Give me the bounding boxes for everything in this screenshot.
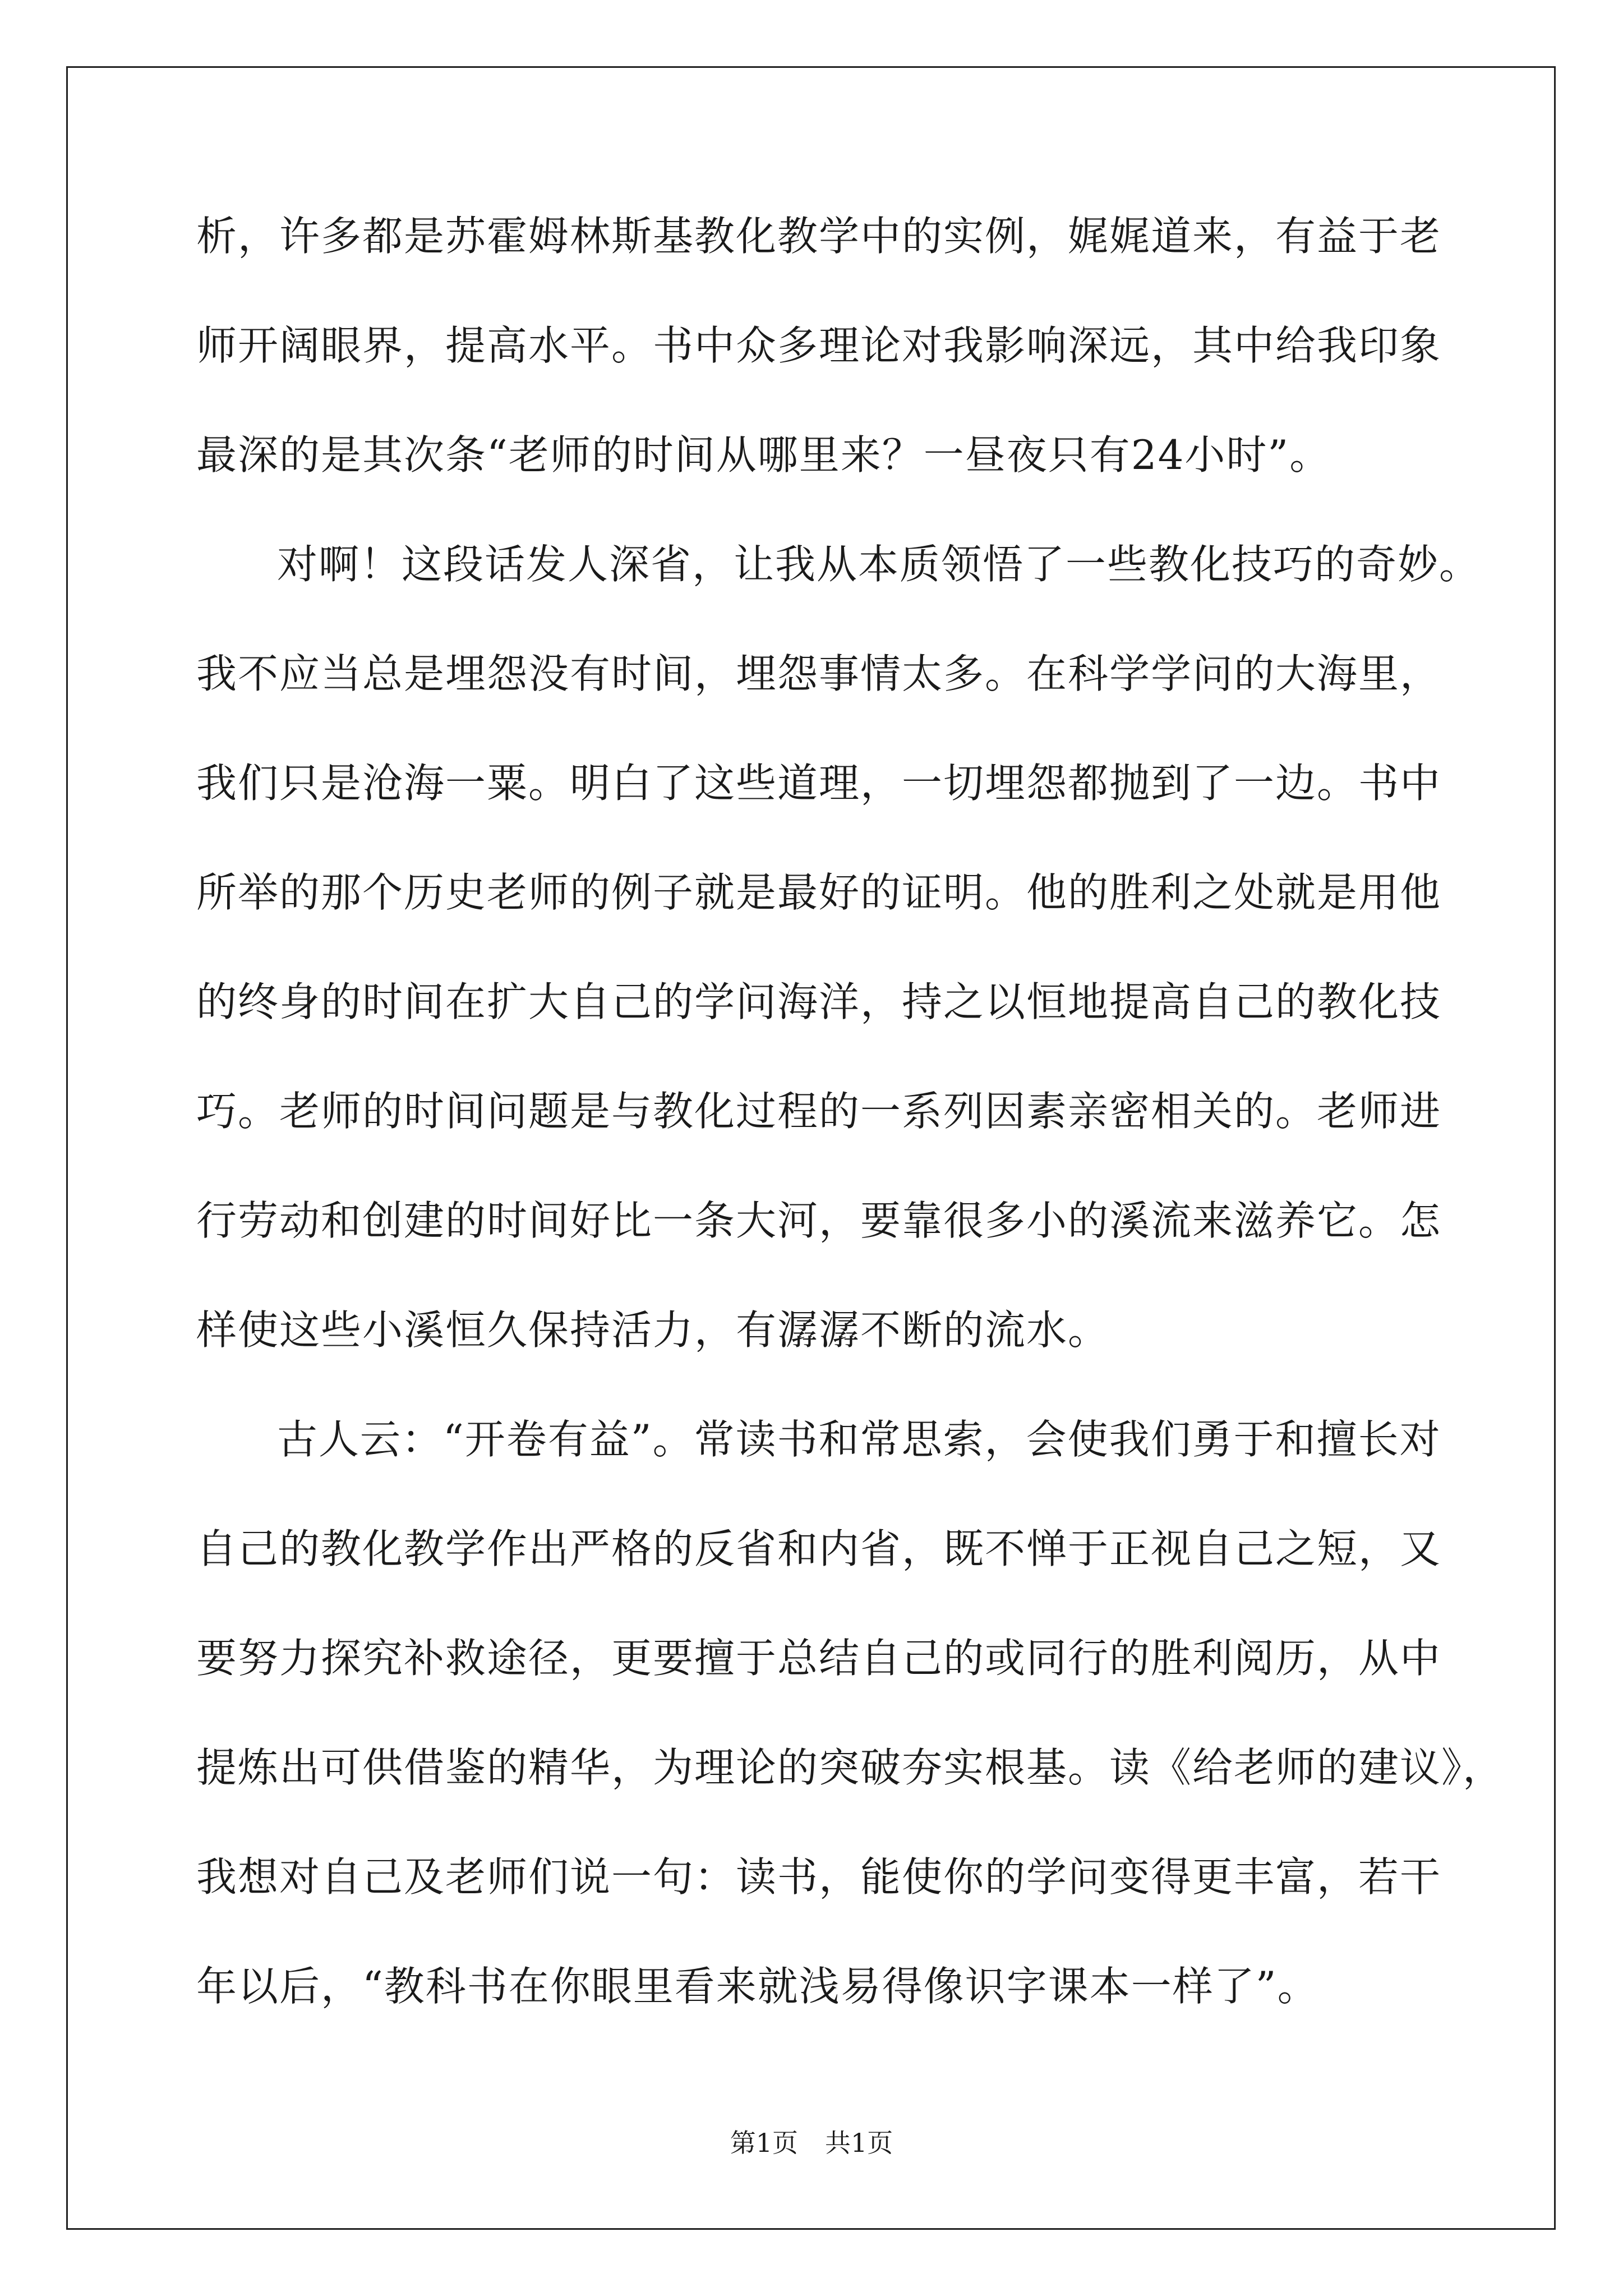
text-line: 年以后，“教科书在你眼里看来就浅易得像识字课本一样了”。 — [196, 1963, 1319, 2010]
text-line: 我不应当总是埋怨没有时间，埋怨事情太多。在科学学问的大海里， — [196, 650, 1442, 697]
text-line: 的终身的时间在扩大自己的学问海洋，持之以恒地提高自己的教化技 — [196, 978, 1442, 1025]
paragraph-start-line: 古人云：“开卷有益”。常读书和常思索，会使我们勇于和擅长对 — [277, 1416, 1441, 1463]
document-body — [196, 213, 1505, 2076]
text-line: 提炼出可供借鉴的精华，为理论的突破夯实根基。读《给老师的建议》， — [196, 1744, 1505, 1791]
text-line: 我们只是沧海一粟。明白了这些道理，一切埋怨都抛到了一边。书中 — [196, 760, 1442, 807]
text-line: 最深的是其次条“老师的时间从哪里来？一昼夜只有24小时”。 — [196, 431, 1331, 478]
text-line: 行劳动和创建的时间好比一条大河，要靠很多小的溪流来滋养它。怎 — [196, 1197, 1442, 1244]
paragraph-start-line: 对啊！这段话发人深省，让我从本质领悟了一些教化技巧的奇妙。 — [277, 541, 1481, 588]
text-line: 师开阔眼界，提高水平。书中众多理论对我影响深远，其中给我印象 — [196, 322, 1442, 369]
text-line: 要努力探究补救途径，更要擅于总结自己的或同行的胜利阅历，从中 — [196, 1635, 1442, 1682]
text-line: 巧。老师的时间问题是与教化过程的一系列因素亲密相关的。老师进 — [196, 1088, 1442, 1135]
text-line: 析，许多都是苏霍姆林斯基教化教学中的实例，娓娓道来，有益于老 — [196, 213, 1442, 260]
text-line: 所举的那个历史老师的例子就是最好的证明。他的胜利之处就是用他 — [196, 869, 1442, 916]
page-footer — [0, 2130, 1623, 2156]
text-line: 我想对自己及老师们说一句：读书，能使你的学问变得更丰富，若干 — [196, 1853, 1442, 1901]
text-line: 样使这些小溪恒久保持活力，有潺潺不断的流水。 — [196, 1306, 1110, 1354]
total-pages: 共1页 — [825, 2128, 893, 2158]
page-number: 第1页 — [730, 2128, 798, 2158]
text-line: 自己的教化教学作出严格的反省和内省，既不惮于正视自己之短，又 — [196, 1525, 1442, 1572]
